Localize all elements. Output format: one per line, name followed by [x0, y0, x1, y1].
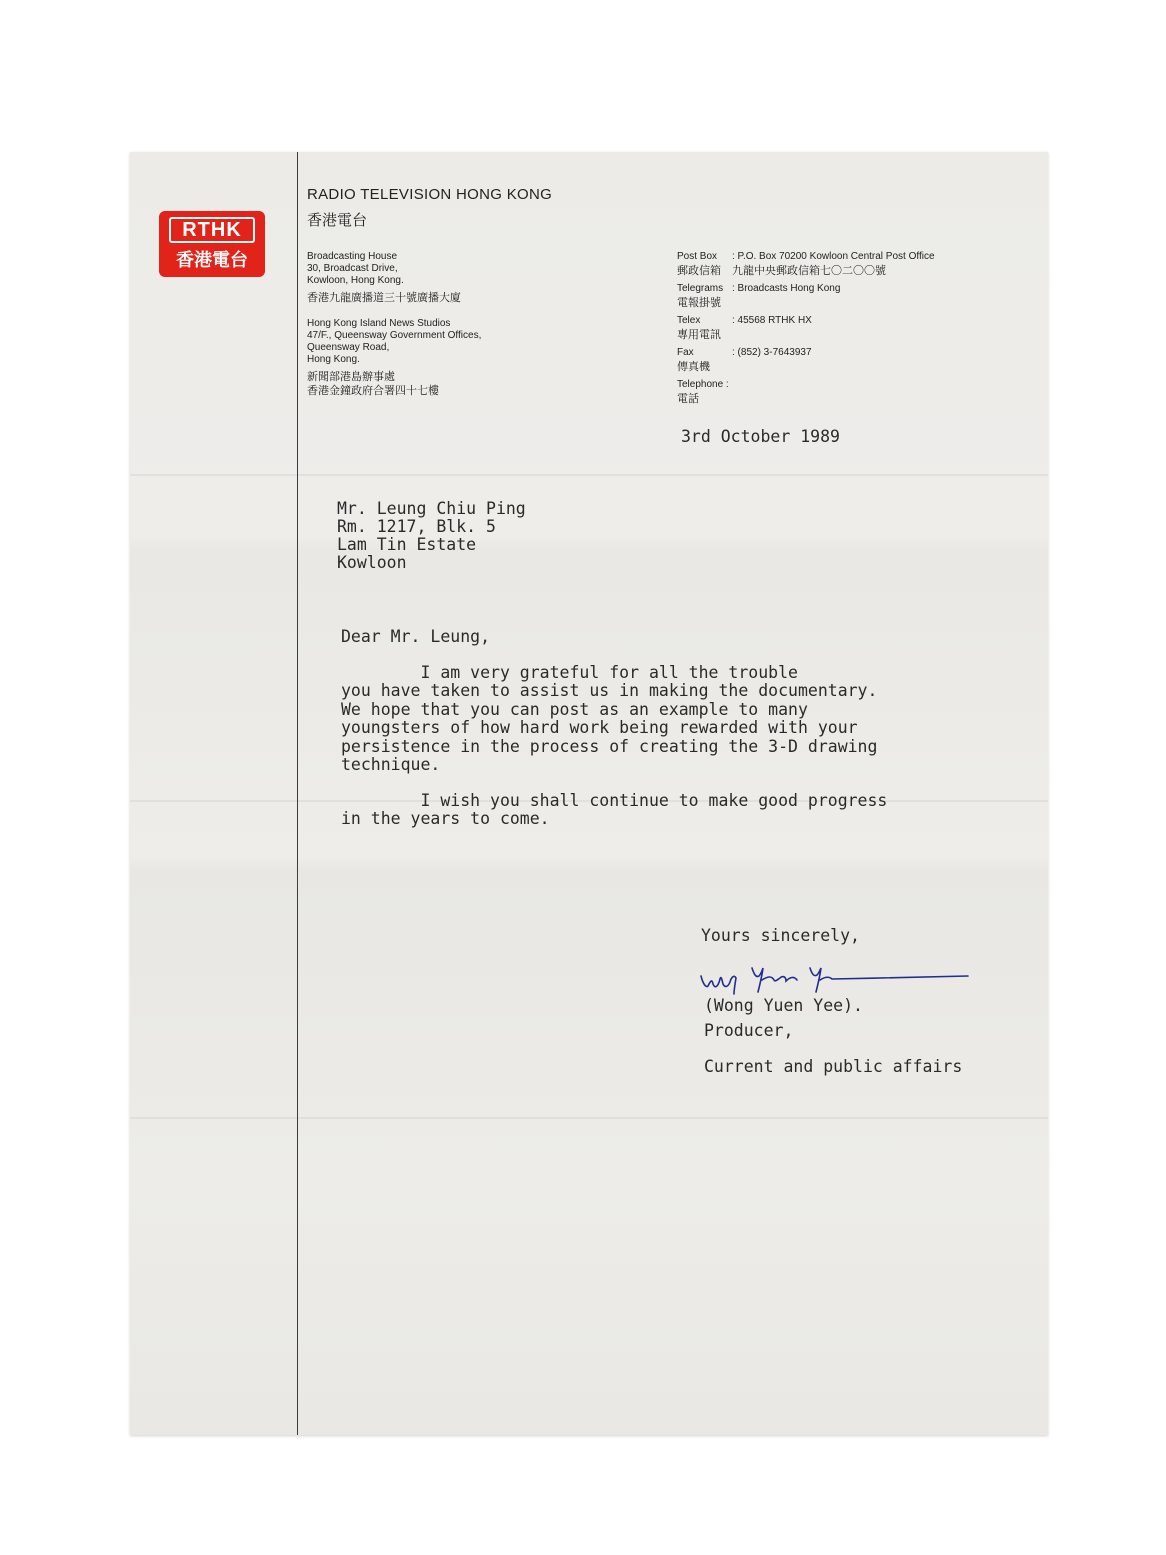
body-paragraph-1	[341, 664, 877, 774]
rthk-logo	[159, 211, 265, 277]
closing: Yours sincerely,	[701, 926, 860, 945]
body-paragraph-2	[341, 792, 887, 829]
letter-paper	[130, 152, 1048, 1435]
telegrams-value: : Broadcasts Hong Kong	[732, 283, 841, 294]
recipient-line: Lam Tin Estate	[337, 535, 477, 554]
address-line: 47/F., Queensway Government Offices,	[307, 330, 482, 341]
recipient-line: Rm. 1217, Blk. 5	[337, 517, 496, 536]
signer-department: Current and public affairs	[704, 1057, 963, 1076]
handwritten-signature	[698, 962, 973, 996]
letter-date: 3rd October 1989	[681, 427, 840, 446]
body-line: I wish you shall continue to make good progress	[341, 791, 888, 810]
telegrams-label: Telegrams	[677, 283, 724, 294]
contact-block	[677, 250, 935, 406]
address-line: 30, Broadcast Drive,	[307, 263, 398, 274]
broadcasting-house-address	[307, 251, 461, 305]
telegrams-cn: 電報掛號	[677, 296, 721, 309]
logo-chinese: 香港電台	[176, 250, 248, 271]
address-line: Hong Kong Island News Studios	[307, 318, 451, 329]
paper-fold	[130, 474, 1048, 476]
body-line: you have taken to assist us in making the documentary.	[341, 681, 878, 701]
telephone-label: Telephone :	[677, 379, 729, 390]
body-line: I am very grateful for all the trouble	[341, 663, 798, 682]
org-name: RADIO TELEVISION HONG KONG	[307, 186, 553, 203]
body-line: in the years to come.	[341, 809, 550, 829]
logo-text: RTHK	[169, 217, 255, 243]
recipient-address	[337, 500, 526, 572]
telephone-cn: 電話	[677, 392, 699, 405]
salutation: Dear Mr. Leung,	[341, 627, 491, 646]
signer-name: (Wong Yuen Yee).	[704, 996, 863, 1015]
paper-fold	[130, 1117, 1048, 1119]
address-line: Broadcasting House	[307, 251, 398, 262]
post-box-cn-value: 九龍中央郵政信箱七〇二〇〇號	[732, 264, 886, 277]
post-box-cn-label: 郵政信箱	[677, 264, 721, 277]
telex-value: : 45568 RTHK HX	[732, 315, 812, 326]
org-name-chinese: 香港電台	[307, 211, 368, 229]
address-chinese: 香港金鐘政府合署四十七樓	[307, 384, 439, 397]
fax-label: Fax	[677, 347, 694, 358]
fax-cn: 傳真機	[677, 360, 710, 373]
body-line: youngsters of how hard work being rewarded with your	[341, 718, 858, 738]
fax-value: : (852) 3-7643937	[732, 347, 812, 358]
recipient-line: Kowloon	[337, 553, 407, 572]
news-studios-address	[307, 318, 481, 398]
address-chinese: 新聞部港島辦事處	[307, 370, 395, 383]
address-chinese: 香港九龍廣播道三十號廣播大廈	[307, 291, 461, 304]
signer-title: Producer,	[704, 1021, 794, 1040]
telex-label: Telex	[677, 315, 701, 326]
address-line: Queensway Road,	[307, 342, 390, 353]
telex-cn: 專用電訊	[677, 328, 721, 341]
body-line: We hope that you can post as an example to many	[341, 699, 808, 719]
body-line: persistence in the process of creating the 3-D drawing	[341, 736, 878, 756]
letterhead-rule	[297, 152, 298, 1435]
post-box-label: Post Box	[677, 251, 718, 262]
recipient-line: Mr. Leung Chiu Ping	[337, 499, 526, 518]
body-line: technique.	[341, 755, 441, 775]
address-line: Kowloon, Hong Kong.	[307, 275, 404, 286]
address-line: Hong Kong.	[307, 354, 360, 365]
post-box-value: : P.O. Box 70200 Kowloon Central Post Office	[732, 251, 935, 262]
